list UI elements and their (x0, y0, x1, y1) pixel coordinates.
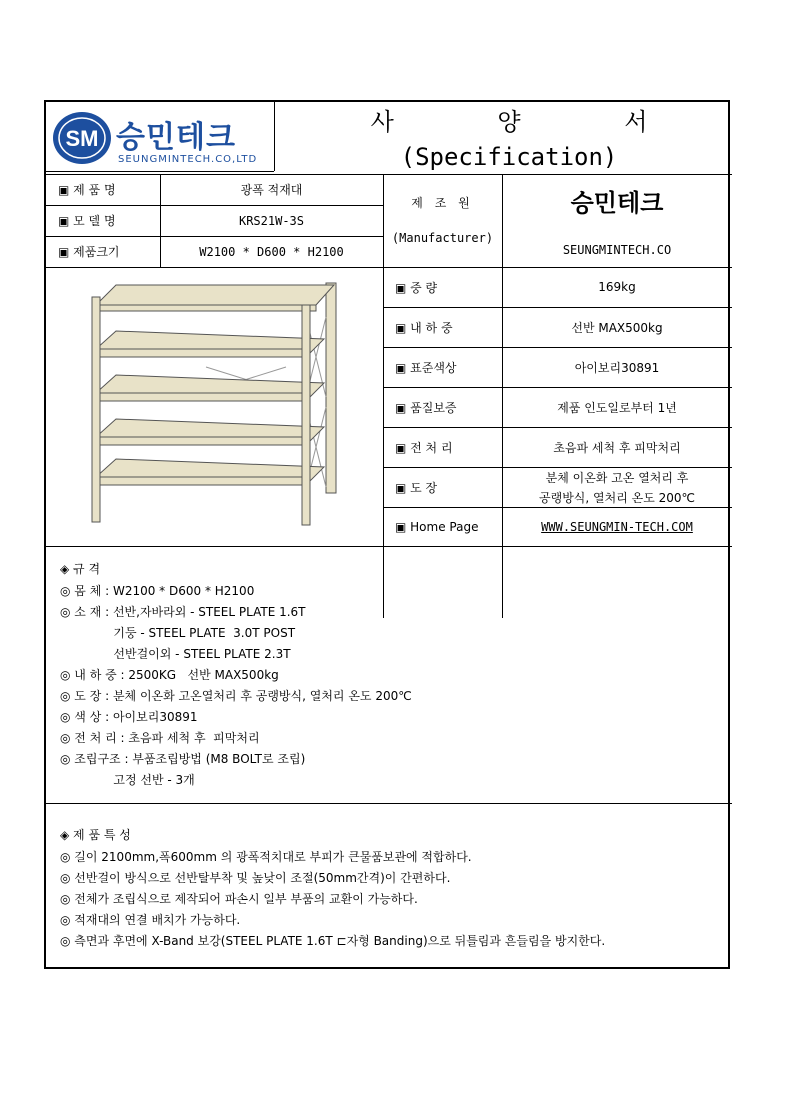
maker-name: 승민테크 (570, 188, 664, 217)
coating-value-line2: 공랭방식, 열처리 온도 200℃ (539, 490, 695, 505)
spec-line: ◎ 전 처 리 : 초음파 세척 후 피막처리 (60, 731, 260, 745)
coating-value-line1: 분체 이온화 고온 열처리 후 (545, 470, 689, 485)
spec-line: ◎ 색 상 : 아이보리30891 (60, 710, 198, 724)
load-value: 선반 MAX500kg (571, 320, 663, 335)
logo-mark-icon (52, 110, 112, 166)
spec-line: 선반걸이외 - STEEL PLATE 2.3T (60, 647, 291, 661)
maker-web: SEUNGMINTECH.CO (562, 243, 672, 257)
product-size-value: W2100 * D600 * H2100 (199, 244, 344, 259)
spec-line: ◎ 소 재 : 선반,자바라외 - STEEL PLATE 1.6T (60, 605, 306, 619)
doc-title-en: (Specification) (400, 143, 618, 171)
coating-label: ▣ 도 장 (395, 480, 438, 495)
color-label: ▣ 표준색상 (395, 360, 457, 375)
svg-text:SM: SM (65, 126, 99, 151)
weight-label: ▣ 중 량 (395, 280, 438, 295)
maker-label-en: (Manufacturer) (391, 231, 494, 245)
feature-line: ◎ 선반걸이 방식으로 선반탈부착 및 높낮이 조절(50mm간격)이 간편하다. (60, 871, 451, 885)
spec-line: 기둥 - STEEL PLATE 3.0T POST (60, 626, 296, 640)
weight-value: 169kg (598, 280, 636, 294)
feature-line: ◎ 적재대의 연결 배치가 가능하다. (60, 913, 241, 927)
spec-section (46, 546, 732, 804)
pretreatment-value: 초음파 세척 후 피막처리 (553, 440, 681, 455)
company-logo (52, 108, 272, 168)
homepage-label: ▣ Home Page (395, 520, 479, 534)
spec-line: ◎ 내 하 중 : 2500KG 선반 MAX500kg (60, 668, 279, 682)
doc-title-ko: 사 양 서 (370, 107, 696, 136)
model-name-value: KRS21W-3S (238, 213, 305, 228)
product-image (76, 277, 366, 527)
spec-line: ◎ 몸 체 : W2100 * D600 * H2100 (60, 584, 255, 598)
spec-line: ◎ 조립구조 : 부품조립방법 (M8 BOLT로 조립) (60, 752, 306, 766)
pretreatment-label: ▣ 전 처 리 (395, 440, 453, 455)
product-name-value: 광폭 적재대 (240, 183, 303, 197)
homepage-link[interactable]: WWW.SEUNGMIN-TECH.COM (541, 520, 693, 534)
warranty-value: 제품 인도일로부터 1년 (557, 400, 677, 415)
product-name-label: ▣ 제 품 명 (58, 183, 116, 197)
model-name-label: ▣ 모 델 명 (58, 214, 116, 228)
features-section (46, 804, 732, 969)
logo-name: 승민테크 (116, 120, 236, 155)
feature-line: ◎ 길이 2100mm,폭600mm 의 광폭적치대로 부피가 큰물품보관에 적합하다. (60, 850, 472, 864)
spec-line: 고정 선반 - 3개 (60, 773, 195, 787)
maker-label-ko: 제 조 원 (411, 195, 474, 210)
spec-heading: ◈ 규 격 (60, 562, 101, 576)
logo-subtitle: SEUNGMINTECH.CO,LTD (118, 154, 258, 165)
features-heading: ◈ 제 품 특 성 (60, 828, 131, 842)
feature-line: ◎ 전체가 조립식으로 제작되어 파손시 일부 부품의 교환이 가능하다. (60, 892, 418, 906)
spec-sheet (44, 100, 730, 969)
warranty-label: ▣ 품질보증 (395, 400, 457, 415)
load-label: ▣ 내 하 중 (395, 320, 453, 335)
spec-line: ◎ 도 장 : 분체 이온화 고온열처리 후 공랭방식, 열처리 온도 200℃ (60, 689, 412, 703)
feature-line: ◎ 측면과 후면에 X-Band 보강(STEEL PLATE 1.6T ⊏자형 Banding)으로 뒤틀림과 흔들림을 방지한다. (60, 934, 606, 948)
product-size-label: ▣ 제품크기 (58, 245, 120, 259)
color-value: 아이보리30891 (574, 360, 660, 375)
